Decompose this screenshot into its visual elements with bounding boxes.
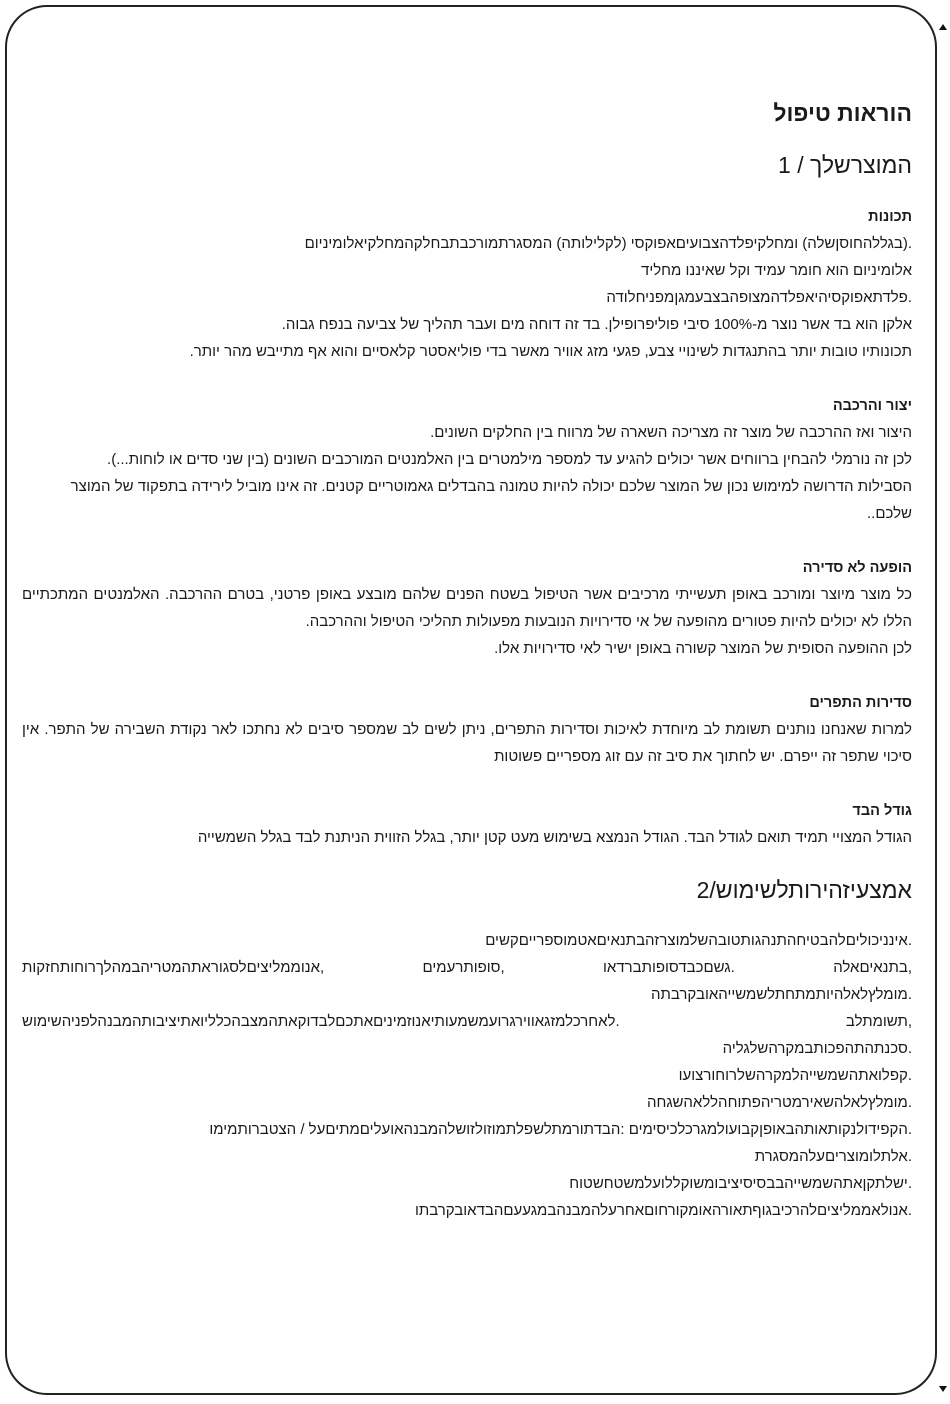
- safety-line: .מומלץלאלהשאירמטריהפתוחהללאהשגחה: [647, 1094, 912, 1111]
- safety-line: .מומלץלאלהיותמתחתלשמשייהאובקרבתה: [651, 986, 912, 1003]
- section-title: הופעה לא סדירה: [802, 560, 912, 576]
- paragraph: אלקן הוא בד אשר נוצר מ-100% סיבי פוליפרופילן. בד זה דוחה מים ועבר תהליך של צביעה בנפח גבוה.: [281, 316, 912, 333]
- paragraph: לכן ההופעה הסופית של המוצר קשורה באופן ישיר לאי סדירויות אלו.: [494, 640, 912, 657]
- safety-row: [22, 1008, 912, 1035]
- paragraph: תכונותיו טובות יותר בהתנגדות לשינויי צבע, פגעי מזג אוויר מאשר בדי פוליאסטר קלאסיים והוא אף מתייבש מהר יותר.: [189, 343, 912, 360]
- paragraph: כל מוצר מיוצר ומורכב באופן תעשייתי מרכיבים אשר הטיפול בשטח הפנים שלהם מובצע באופן פרטני, בטרם ההרכבה. האלמנטים המתכתיים הללו לא יכולים להיות פטורים מהופעה של אי סדירויות הנובעות מפעולות תהליכי הטיפול וההרכבה.: [22, 586, 912, 630]
- paragraph: הגודל המצויי תמיד תואם לגודל הבד. הגודל הנמצא בשימוש מעט קטן יותר, בגלל הזווית הניתנת לבד בגלל השמשייה: [197, 829, 912, 846]
- paragraph: למרות שאנחנו נותנים תשומת לב מיוחדת לאיכות וסדירות התפרים, ניתן לשים לב שמספר סיבים לא נחתכו לאר נקודת השבירה של התפר. אין סיכוי שתפר זה ייפרם. יש לחתוך את סיב זה עם זוג מספריים פשוטות: [22, 721, 912, 765]
- section-title: תכונות: [868, 209, 912, 225]
- page-title: הוראות טיפול: [773, 100, 912, 126]
- safety-line: .קפלואתהשמשייהלמקרהשלרוחורצועו: [678, 1067, 912, 1084]
- paragraph: .(בגללהחוסןשלה) ומחלקיפלדהצבועיםאפוקסי (לקלילותה) המסגרתמורכבתבחלקהמחלקיאלומיניום: [304, 235, 912, 252]
- safety-line: .אינניכוליםלהבטיחהתנהגותטובהשלמוצרזהבתנאיםאטמוספרייםקשים: [485, 932, 912, 949]
- section-safety: [22, 927, 912, 1224]
- section-heading-safety: אמצעיזהירותלשימוש/2: [696, 877, 912, 903]
- section-title: יצור והרכבה: [832, 398, 912, 414]
- scroll-down-arrow-icon[interactable]: [939, 1386, 947, 1392]
- scrollbar[interactable]: [938, 2, 948, 1400]
- safety-fragment: ,אנוממליציםלסגוראתהמטריהבמהלךרוחותחזקות: [22, 959, 325, 976]
- paragraph: .פלדתאפוקסיהיאפלדהמצופהבצבעמגןמפניחלודה: [606, 289, 912, 306]
- safety-line: .אנולאממליציםלהרכיבגוףתאורהאומקורחוםאחרעלהמבנהבמגעעםהבדאובקרבתו: [414, 1202, 912, 1219]
- safety-fragment: .לאחרכלמזגאווירגרועמשמעותיאנוזמיניםאתכםלבדוקאתהמצבהכלליואתיציבותהמבנהלפניהשימוש: [22, 1013, 620, 1030]
- section-manufacture: [22, 393, 912, 527]
- paragraph: היצור ואז ההרכבה של מוצר זה מצריכה השארה של מרווח בין החלקים השונים.: [430, 424, 912, 441]
- safety-fragment: ,סופותרעמים: [422, 959, 505, 976]
- scroll-up-arrow-icon[interactable]: [939, 24, 947, 30]
- safety-fragment: ,בתנאיםאלה: [833, 959, 912, 976]
- safety-line: .הקפידולנקותאותהבאופןקבועולמגרכלכיסימים :הבדתורמתלשפלתמוזולזושלהמבנהאועליםמתיםעל / הצטברותמימו: [209, 1121, 912, 1138]
- safety-fragment: .גשםכבדסופותברדאו: [603, 959, 735, 976]
- paragraph: לכן זה נורמלי להבחין ברווחים אשר יכולים להגיע עד למספר מילמטרים בין האלמנטים המורכבים השונים (בין שני סדים או לוחות...).: [107, 451, 912, 468]
- safety-line: .סכנתהתהפכותבמקרהשלגליה: [722, 1040, 912, 1057]
- safety-row: [22, 954, 912, 981]
- section-title: גודל הבד: [852, 803, 912, 819]
- paragraph: הסבילות הדרושה למימוש נכון של המוצר שלכם יכולה להיות טמונה בהבדלים גאמוטריים קטנים. זה אינו מוביל לירידה בתפקוד של המוצר שלכם..: [70, 478, 912, 522]
- document-body: [22, 96, 912, 1224]
- section-title: סדירות התפרים: [809, 695, 912, 711]
- section-irregular-appearance: [22, 555, 912, 662]
- safety-line: .אלתלומוצריםעלהמסגרת: [754, 1148, 912, 1165]
- safety-fragment: ,תשומתלב: [845, 1013, 912, 1030]
- section-heading-product: המוצרשלך / 1: [778, 152, 912, 178]
- section-seams: [22, 690, 912, 770]
- safety-line: .ישלתקןאתהשמשייהבבסיסיציבומשוקללועלמשטחשטוח: [569, 1175, 912, 1192]
- paragraph: אלומיניום הוא חומר עמיד וקל שאיננו מחליד: [641, 262, 912, 279]
- section-properties: [22, 204, 912, 365]
- section-fabric-size: [22, 798, 912, 851]
